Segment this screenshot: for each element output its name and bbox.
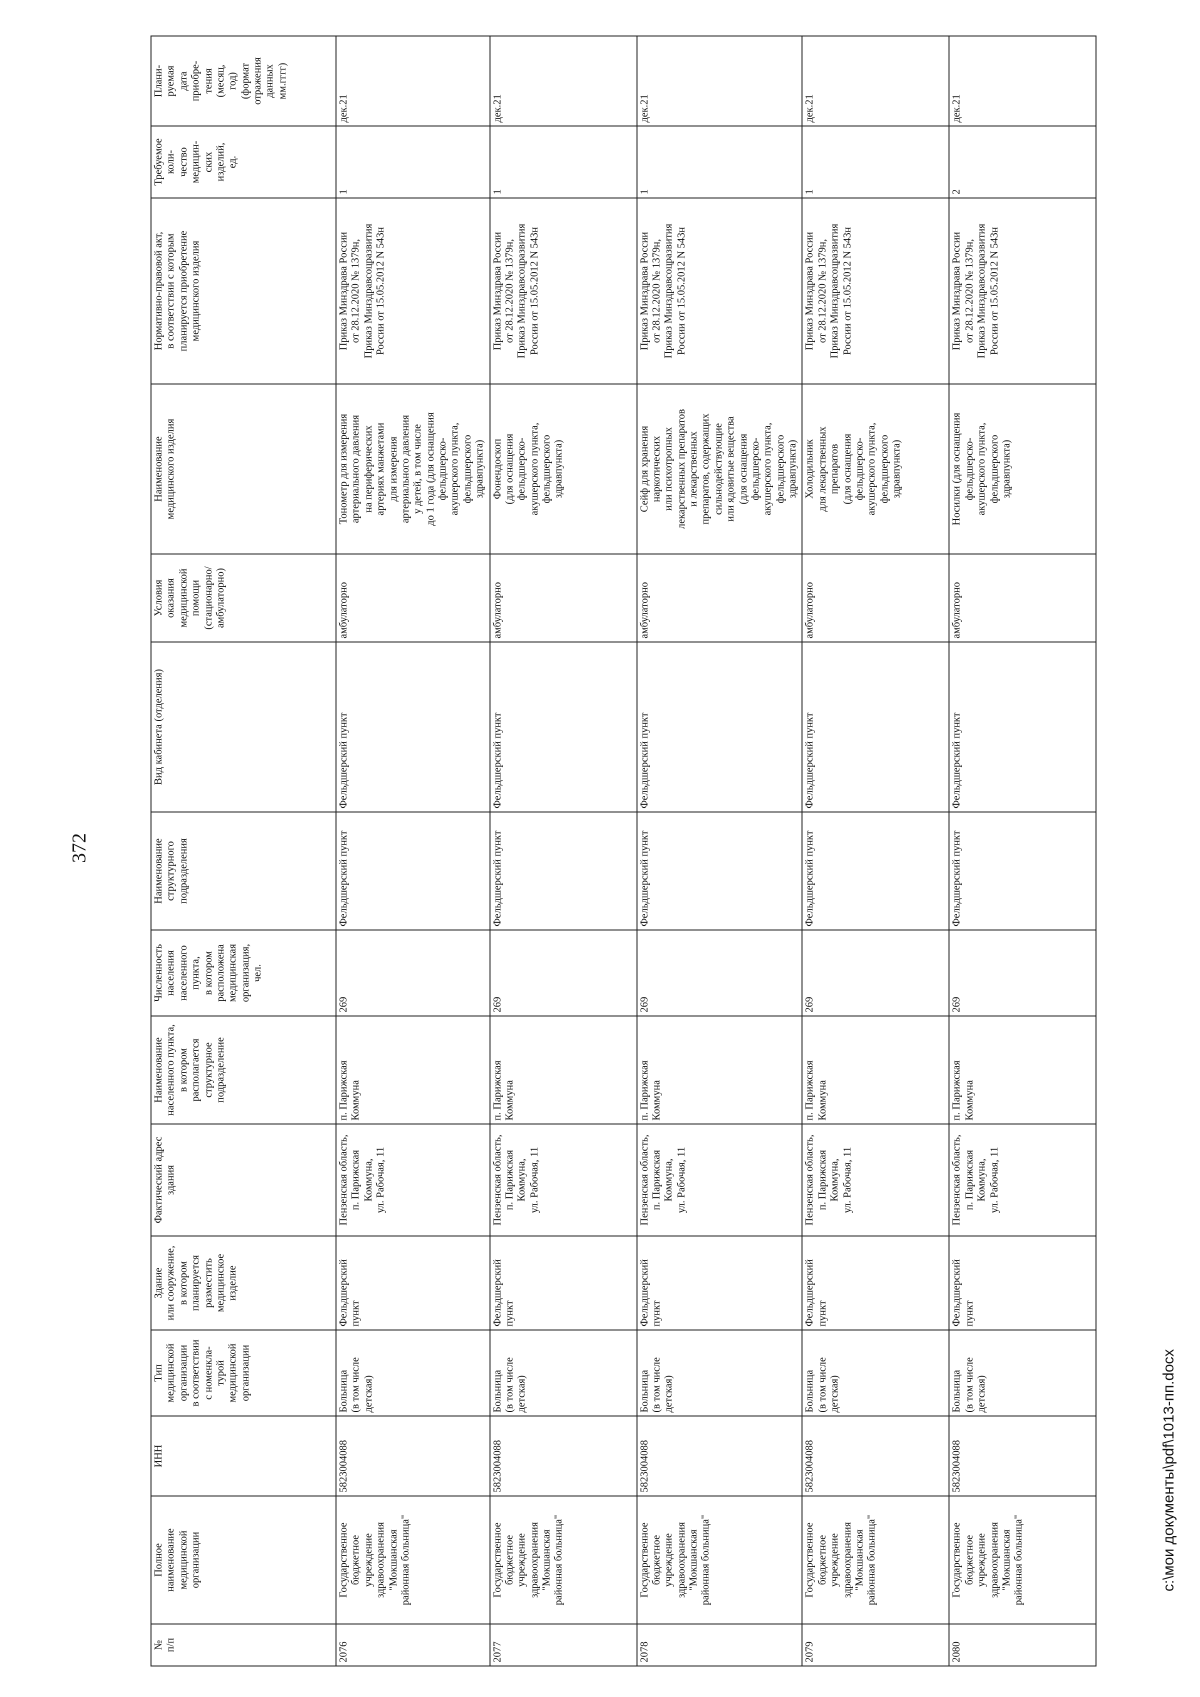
- cell-type: Больница (в том числе детская): [949, 1330, 1096, 1416]
- cell-address: Пензенская область, п. Парижская Коммуна, ул. Рабочая, 11: [490, 1124, 637, 1236]
- cell-inn: 5823004088: [336, 1416, 490, 1496]
- cell-qty: 2: [949, 126, 1096, 198]
- cell-population: 269: [336, 930, 490, 1016]
- cell-cabinet: Фельдшерский пункт: [490, 642, 637, 812]
- cell-locality: п. Парижская Коммуна: [949, 1016, 1096, 1124]
- cell-conditions: амбулаторно: [336, 554, 490, 642]
- cell-address: Пензенская область, п. Парижская Коммуна, ул. Рабочая, 11: [637, 1124, 803, 1236]
- column-header: Нормативно-правовой акт, в соответствии с которым планируется приобретение медицинского изделия: [151, 198, 336, 384]
- cell-act: Приказ Минздрава России от 28.12.2020 № 1379н, Приказ Минздравсоцразвития России от 15.05.2012 N 543н: [490, 198, 637, 384]
- cell-population: 269: [802, 930, 949, 1016]
- column-header: Плани- руемая дата приобре- тения (месяц, год) (формат отражения данных мм.гггг): [151, 36, 336, 126]
- cell-conditions: амбулаторно: [490, 554, 637, 642]
- cell-locality: п. Парижская Коммуна: [802, 1016, 949, 1124]
- cell-locality: п. Парижская Коммуна: [637, 1016, 803, 1124]
- table-row: [802, 36, 949, 1666]
- cell-org: Государственное бюджетное учреждение здравоохранения "Мокшанская районная больница": [336, 1496, 490, 1624]
- column-header: ИНН: [151, 1416, 336, 1496]
- cell-unit: Фельдшерский пункт: [490, 812, 637, 930]
- column-header: Наименование медицинского изделия: [151, 384, 336, 554]
- column-header: Фактический адрес здания: [151, 1124, 336, 1236]
- column-header: Наименование структурного подразделения: [151, 812, 336, 930]
- cell-conditions: амбулаторно: [637, 554, 803, 642]
- table-row: [490, 36, 637, 1666]
- cell-device: Холодильник для лекарственных препаратов (для оснащения фельдшерско- акушерского пункта, фельдшерского здравпункта): [802, 384, 949, 554]
- cell-qty: 1: [336, 126, 490, 198]
- cell-building: Фельдшерский пункт: [949, 1236, 1096, 1330]
- cell-qty: 1: [637, 126, 803, 198]
- cell-type: Больница (в том числе детская): [802, 1330, 949, 1416]
- cell-date: дек.21: [336, 36, 490, 126]
- column-header: Условия оказания медицинской помощи (стационарно/ амбулаторно): [151, 554, 336, 642]
- cell-population: 269: [949, 930, 1096, 1016]
- cell-num: 2076: [336, 1624, 490, 1666]
- cell-date: дек.21: [802, 36, 949, 126]
- cell-org: Государственное бюджетное учреждение здравоохранения "Мокшанская районная больница": [490, 1496, 637, 1624]
- cell-unit: Фельдшерский пункт: [336, 812, 490, 930]
- page-number: 372: [68, 833, 91, 863]
- cell-inn: 5823004088: [490, 1416, 637, 1496]
- table-body: [336, 36, 1096, 1666]
- table-row: [637, 36, 803, 1666]
- cell-locality: п. Парижская Коммуна: [490, 1016, 637, 1124]
- cell-num: 2079: [802, 1624, 949, 1666]
- cell-num: 2078: [637, 1624, 803, 1666]
- cell-population: 269: [637, 930, 803, 1016]
- column-header: Здание или сооружение, в котором планируется разместить медицинское изделие: [151, 1236, 336, 1330]
- cell-act: Приказ Минздрава России от 28.12.2020 № 1379н, Приказ Минздравсоцразвития России от 15.05.2012 N 543н: [336, 198, 490, 384]
- cell-type: Больница (в том числе детская): [336, 1330, 490, 1416]
- column-header: Тип медицинской организации в соответствии с номенкла- турой медицинской организации: [151, 1330, 336, 1416]
- cell-num: 2080: [949, 1624, 1096, 1666]
- cell-cabinet: Фельдшерский пункт: [802, 642, 949, 812]
- cell-building: Фельдшерский пункт: [637, 1236, 803, 1330]
- column-header: Численность населения населенного пункта, в котором расположена медицинская организация, чел.: [151, 930, 336, 1016]
- cell-org: Государственное бюджетное учреждение здравоохранения "Мокшанская районная больница": [637, 1496, 803, 1624]
- cell-unit: Фельдшерский пункт: [949, 812, 1096, 930]
- column-header: Вид кабинета (отделения): [151, 642, 336, 812]
- cell-device: Фонендоскоп (для оснащения фельдшерско- акушерского пункта, фельдшерского здравпункта): [490, 384, 637, 554]
- cell-date: дек.21: [490, 36, 637, 126]
- cell-unit: Фельдшерский пункт: [802, 812, 949, 930]
- cell-device: Носилки (для оснащения фельдшерско- акушерского пункта, фельдшерского здравпункта): [949, 384, 1096, 554]
- column-header: Полное наименование медицинской организации: [151, 1496, 336, 1624]
- table-header-row: [151, 36, 336, 1666]
- equipment-table: [151, 36, 1097, 1667]
- cell-cabinet: Фельдшерский пункт: [949, 642, 1096, 812]
- cell-inn: 5823004088: [949, 1416, 1096, 1496]
- cell-inn: 5823004088: [637, 1416, 803, 1496]
- cell-cabinet: Фельдшерский пункт: [637, 642, 803, 812]
- cell-type: Больница (в том числе детская): [490, 1330, 637, 1416]
- column-header: Требуемое коли- чество медицин- ских изделий, ед.: [151, 126, 336, 198]
- cell-unit: Фельдшерский пункт: [637, 812, 803, 930]
- cell-act: Приказ Минздрава России от 28.12.2020 № 1379н, Приказ Минздравсоцразвития России от 15.05.2012 N 543н: [802, 198, 949, 384]
- cell-org: Государственное бюджетное учреждение здравоохранения "Мокшанская районная больница": [802, 1496, 949, 1624]
- file-path-footer: c:\мои документы\pdf\1013-пп.docx: [1160, 1349, 1178, 1592]
- cell-device: Тонометр для измерения артериального давления на периферических артериях манжетами для измерения артериального давления у детей, в том числе до 1 года (для оснащения фельдшерско- акушерского пункта, фельдшерского здравпункта): [336, 384, 490, 554]
- cell-inn: 5823004088: [802, 1416, 949, 1496]
- cell-date: дек.21: [949, 36, 1096, 126]
- cell-qty: 1: [490, 126, 637, 198]
- table-row: [949, 36, 1096, 1666]
- cell-cabinet: Фельдшерский пункт: [336, 642, 490, 812]
- rotated-page: [1, 0, 1200, 1697]
- cell-num: 2077: [490, 1624, 637, 1666]
- column-header: № п/п: [151, 1624, 336, 1666]
- cell-act: Приказ Минздрава России от 28.12.2020 № 1379н, Приказ Минздравсоцразвития России от 15.05.2012 N 543н: [637, 198, 803, 384]
- cell-conditions: амбулаторно: [949, 554, 1096, 642]
- cell-population: 269: [490, 930, 637, 1016]
- cell-building: Фельдшерский пункт: [336, 1236, 490, 1330]
- column-header: Наименование населенного пункта, в котором располагается структурное подразделение: [151, 1016, 336, 1124]
- cell-address: Пензенская область, п. Парижская Коммуна, ул. Рабочая, 11: [802, 1124, 949, 1236]
- cell-qty: 1: [802, 126, 949, 198]
- cell-act: Приказ Минздрава России от 28.12.2020 № 1379н, Приказ Минздравсоцразвития России от 15.05.2012 N 543н: [949, 198, 1096, 384]
- cell-address: Пензенская область, п. Парижская Коммуна, ул. Рабочая, 11: [949, 1124, 1096, 1236]
- cell-device: Сейф для хранения наркотических или психотропных лекарственных препаратов и лекарственных препаратов, содержащих сильнодействующие или ядовитые вещества (для оснащения фельдшерско- акушерского пункта, фельдшерского здравпункта): [637, 384, 803, 554]
- cell-building: Фельдшерский пункт: [490, 1236, 637, 1330]
- cell-locality: п. Парижская Коммуна: [336, 1016, 490, 1124]
- cell-org: Государственное бюджетное учреждение здравоохранения "Мокшанская районная больница": [949, 1496, 1096, 1624]
- cell-date: дек.21: [637, 36, 803, 126]
- cell-conditions: амбулаторно: [802, 554, 949, 642]
- cell-building: Фельдшерский пункт: [802, 1236, 949, 1330]
- cell-type: Больница (в том числе детская): [637, 1330, 803, 1416]
- cell-address: Пензенская область, п. Парижская Коммуна, ул. Рабочая, 11: [336, 1124, 490, 1236]
- table-row: [336, 36, 490, 1666]
